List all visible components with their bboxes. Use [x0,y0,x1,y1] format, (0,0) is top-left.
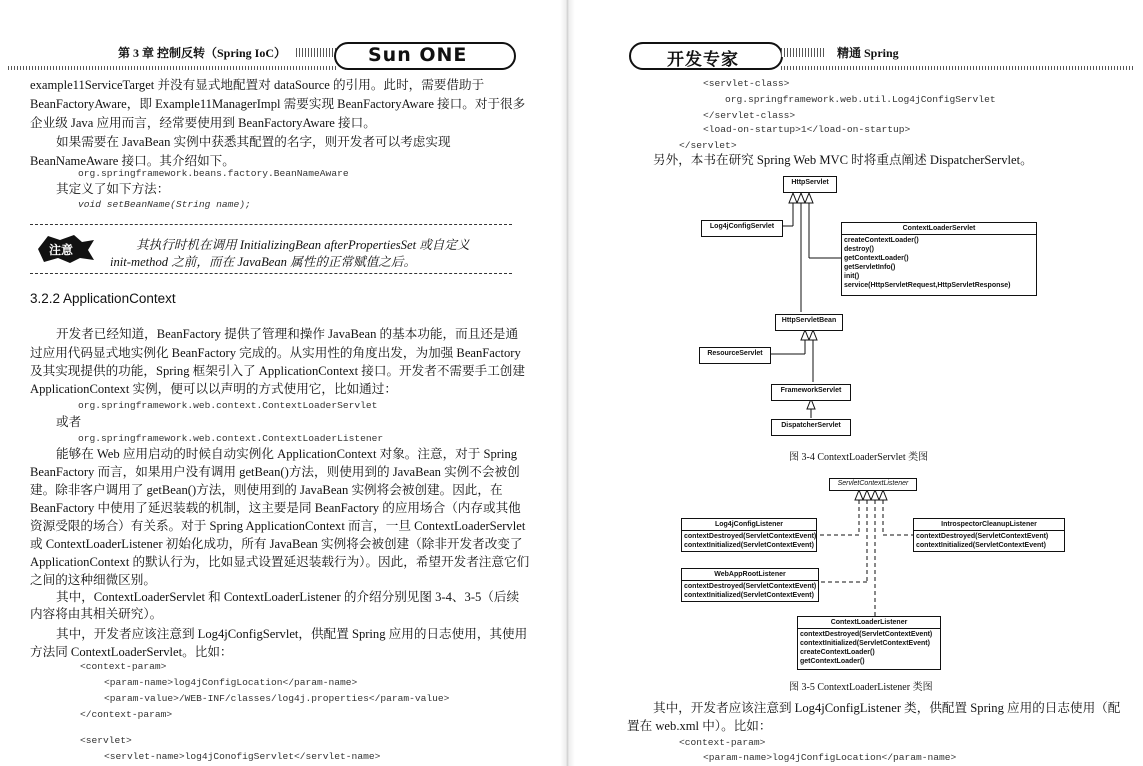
body-line: 方法同 ContextLoaderServlet。比如： [30,645,233,659]
operation: init() [844,273,860,280]
note-text: 其执行时机在调用 InitializingBean afterPropertiesSet 或自定义 [136,238,470,252]
body-line: BeanNameAware 接口。其介绍如下。 [30,154,235,168]
body-line: BeanFactoryAware，即 Example11ManagerImpl 需要实现 BeanFactoryAware 接口。对于很多 [30,97,526,111]
figure-caption: 图 3-4 ContextLoaderServlet 类图 [789,452,929,463]
body-line: 或者 [56,415,82,429]
right-page [575,0,1143,766]
uml-class-httpservletbean [775,314,843,331]
uml-interface-servletcontextlistener [829,478,917,491]
book-title-header: 精通 Spring [837,46,899,60]
uml-class-contextloaderservlet [841,222,1037,296]
body-line: 及其实现提供的功能，Spring 框架引入了 ApplicationContext 接口。开发者不需要手工创建 [30,364,525,378]
body-line: 过应用代码显式地实例化 BeanFactory 完成的。从实用性的角度出发，为加强 BeanFactory [30,346,521,360]
body-line: 能够在 Web 应用启动的时候自动实例化 ApplicationContext 对象。注意，对于 Spring [56,447,518,461]
uml-class-httpservlet [783,176,837,193]
operation: contextDestroyed(ServletContextEvent) [684,533,817,540]
class-name: FrameworkServlet [780,387,842,394]
uml-class-frameworkservlet [771,384,851,401]
class-name: IntrospectorCleanupListener [941,521,1037,528]
operation: destroy() [844,246,874,253]
book-spine [560,0,575,766]
class-name: Log4jConfigServlet [709,223,775,230]
interface-name: ServletContextListener [837,480,909,487]
uml-class-introspectorcleanuplistener [913,518,1065,552]
code-line: </servlet> [679,140,737,151]
operation: getContextLoader() [844,255,909,262]
figure-caption: 图 3-5 ContextLoaderListener 类图 [789,682,933,693]
expert-badge-text: 开发专家 [667,50,739,70]
uml-class-dispatcherservlet [771,419,851,436]
operation: contextDestroyed(ServletContextEvent) [684,583,817,590]
body-line: 其中，开发者应该注意到 Log4jConfigListener 类，供配置 Spring 应用的日志使用（配 [653,701,1121,715]
sun-one-badge-text: Sun ONE [368,44,468,66]
class-operations [682,530,816,551]
body-line: BeanFactory 中使用了延迟装载的机制，这主要是同 BeanFactory 的应用场合（内存或其他 [30,501,521,515]
operation: contextInitialized(ServletContextEvent) [800,640,930,647]
note-bottom-rule [30,273,512,274]
section-title: 3.2.2 ApplicationContext [30,291,176,306]
class-name: ResourceServlet [707,350,763,357]
code-line: <context-param> [679,737,766,748]
body-line: 其中，ContextLoaderServlet 和 ContextLoaderListener 的介绍分别见图 3-4、3-5（后续 [56,590,520,604]
chapter-header: 第 3 章 控制反转（Spring IoC） [118,46,287,60]
uml-class-log4jconfiglistener [681,518,817,552]
body-line: 开发者已经知道，BeanFactory 提供了管理和操作 JavaBean 的基本功能，而且还是通 [56,327,519,341]
note-label: 注意 [49,243,74,257]
body-line: 或 ContextLoaderListener 初始化成功，所有 JavaBean 实例将会被创建（除非开发者改变了 [30,537,523,551]
class-name: ContextLoaderServlet [902,225,976,232]
header-hatch [296,48,336,57]
code-line: org.springframework.web.context.ContextLoaderServlet [78,400,378,411]
code-line: </servlet-class> [703,110,796,121]
body-line: 之间的这种细微区别。 [30,573,156,587]
code-line: <load-on-startup>1</load-on-startup> [703,124,911,135]
uml-class-webapprootlistener [681,568,819,602]
note-top-rule [30,224,512,225]
body-line: 其定义了如下方法： [56,182,170,196]
code-line: org.springframework.beans.factory.BeanNameAware [78,168,349,179]
body-line: 置在 web.xml 中）。比如： [627,719,772,733]
body-line: ApplicationContext 的默认行为，比如显式设置延迟装载行为）。因此，希望开发者注意它们 [30,555,530,569]
class-name: HttpServletBean [781,317,837,324]
operation: contextInitialized(ServletContextEvent) [684,592,814,599]
class-operations [842,234,1036,291]
operation: contextDestroyed(ServletContextEvent) [916,533,1049,540]
note-text: init-method 之前，而在 JavaBean 属性的正常赋值之后。 [110,255,417,269]
code-line: org.springframework.web.context.ContextLoaderListener [78,433,384,444]
body-line: 建。除非客户调用了 getBean()方法，则使用到的 JavaBean 实例将会被创建。因此，在 [30,483,503,497]
class-name: Log4jConfigListener [714,521,784,528]
code-line: <param-value>/WEB-INF/classes/log4j.properties</param-value> [104,693,450,704]
code-line: org.springframework.web.util.Log4jConfigServlet [725,94,996,105]
class-name: ContextLoaderListener [830,619,908,626]
uml-class-resourceservlet [699,347,771,364]
body-line: 其中，开发者应该注意到 Log4jConfigServlet，供配置 Spring 应用的日志使用，其使用 [56,627,528,641]
code-line: <servlet> [80,735,132,746]
operation: createContextLoader() [844,237,919,244]
class-name: WebAppRootListener [714,571,786,578]
code-line: <servlet-class> [703,78,790,89]
body-line: ApplicationContext 实例，便可以以声明的方式使用它，比如通过： [30,382,397,396]
code-line: void setBeanName(String name); [78,199,251,210]
operation: contextDestroyed(ServletContextEvent) [800,631,933,638]
operation: contextInitialized(ServletContextEvent) [684,542,814,549]
body-line: 内容将由其相关研究）。 [30,607,163,621]
uml-class-contextloaderlistener [797,616,941,670]
body-line: 资源受限的场合）有关系。对于 Spring ApplicationContext 而言，一旦 ContextLoaderServlet [30,519,526,533]
body-line: example11ServiceTarget 并没有显式地配置对 dataSource 的引用。此时，需要借助于 [30,78,485,92]
operation: service(HttpServletRequest,HttpServletResponse) [844,282,1011,289]
uml-class-log4jconfigservlet [701,220,783,237]
body-line: BeanFactory 而言，如果用户没有调用 getBean()方法，则使用到的 JavaBean 实例不会被创 [30,465,520,479]
class-name: DispatcherServlet [781,422,841,429]
class-operations [682,580,818,601]
operation: createContextLoader() [800,649,875,656]
class-operations [914,530,1064,551]
code-line: <servlet-name>log4jConofigServlet</servlet-name> [104,751,381,762]
operation: getContextLoader() [800,658,865,665]
operation: getServletInfo() [844,264,896,271]
code-line: </context-param> [80,709,173,720]
operation: contextInitialized(ServletContextEvent) [916,542,1046,549]
header-rule [8,66,338,70]
body-line: 如果需要在 JavaBean 实例中获悉其配置的名字，则开发者可以考虑实现 [56,135,451,149]
code-line: <param-name>log4jConfigLocation</param-name> [703,752,957,763]
class-operations [798,628,940,667]
left-page [0,0,560,766]
class-name: HttpServlet [791,179,829,186]
code-line: <context-param> [80,661,167,672]
body-line: 另外，本书在研究 Spring Web MVC 时将重点阐述 DispatcherServlet。 [653,153,1033,167]
code-line: <param-name>log4jConfigLocation</param-name> [104,677,358,688]
body-line: 企业级 Java 应用而言，经常要使用到 BeanFactoryAware 接口。 [30,116,376,130]
